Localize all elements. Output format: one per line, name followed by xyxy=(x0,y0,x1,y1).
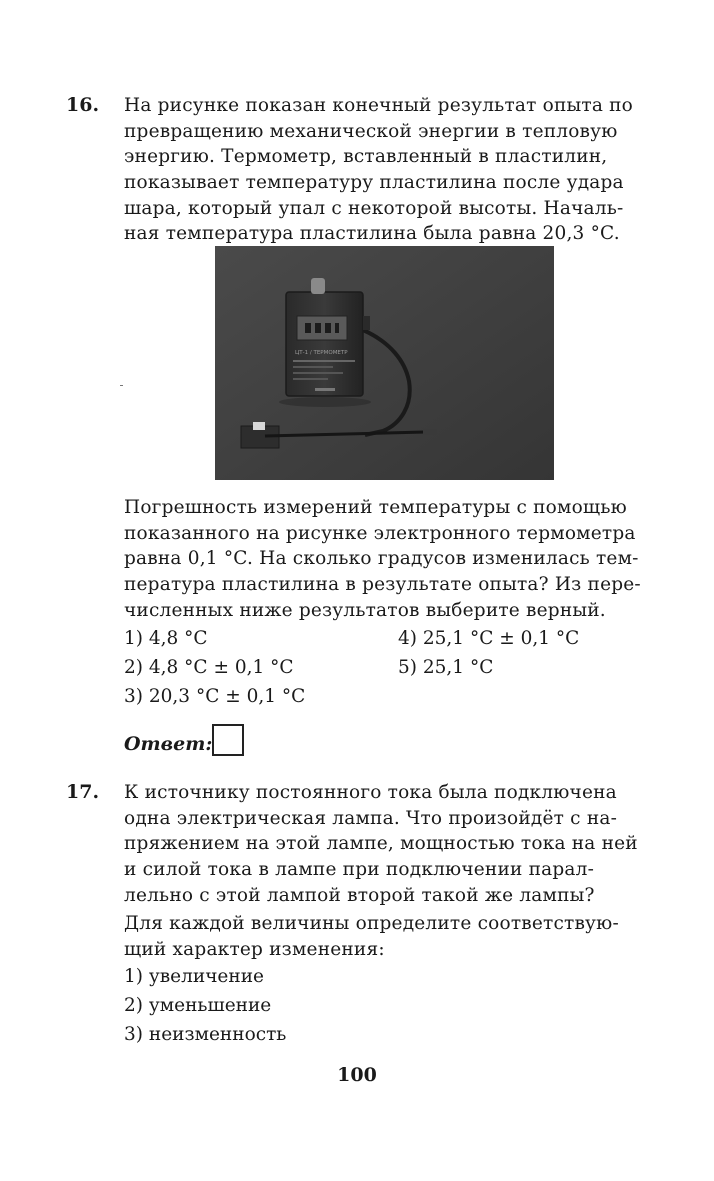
option-2: 2) 4,8 °C ± 0,1 °C xyxy=(124,657,294,678)
option-5: 5) 25,1 °C xyxy=(398,657,494,678)
q16-intro-line: На рисунке показан конечный результат опыта по xyxy=(124,95,634,116)
q16-question-line: пература пластилина в результате опыта? Из пере- xyxy=(124,574,641,596)
thermometer-display xyxy=(297,316,347,340)
q17-line: и силой тока в лампе при подключении парал- xyxy=(124,859,595,881)
thermometer-photo xyxy=(215,246,554,480)
q16-intro-line: шара, который упал с некоторой высоты. Началь- xyxy=(124,197,624,219)
q16-question-line: равна 0,1 °C. На сколько градусов изменилась тем- xyxy=(124,548,639,570)
q16-question-line: показанного на рисунке электронного термометра xyxy=(124,522,636,544)
probe-handle xyxy=(423,429,437,435)
question-16-number: 16. xyxy=(66,94,100,116)
q17-line: К источнику постоянного тока была подключена xyxy=(124,782,617,803)
side-connector xyxy=(363,316,370,330)
q17-line: пряжением на этой лампе, мощностью тока на ней xyxy=(124,833,638,855)
plasticine-top xyxy=(253,422,265,430)
question-17-number: 17. xyxy=(66,781,100,803)
q16-question-line: численных ниже результатов выберите верный. xyxy=(124,599,606,621)
choice-3: 3) неизменность xyxy=(124,1024,287,1045)
page-number: 100 xyxy=(337,1064,377,1086)
q17-line: одна электрическая лампа. Что произойдёт с на- xyxy=(124,807,618,829)
q16-intro-line: показывает температуру пластилина после удара xyxy=(124,172,624,194)
option-3: 3) 20,3 °C ± 0,1 °C xyxy=(124,686,306,707)
q16-question-line: Погрешность измерений температуры с помощью xyxy=(124,497,627,518)
option-4: 4) 25,1 °C ± 0,1 °C xyxy=(398,628,580,649)
q16-intro-line: ная температура пластилина была равна 20,3 °C. xyxy=(124,223,620,245)
print-speck xyxy=(120,385,123,386)
answer-label: Ответ: xyxy=(124,733,213,755)
device-label: ЦТ-1 / ТЕРМОМЕТР xyxy=(295,350,348,356)
q17-instruction-line: щий характер изменения: xyxy=(124,938,385,960)
choice-1: 1) увеличение xyxy=(124,966,264,987)
answer-box[interactable] xyxy=(212,724,244,756)
question-17-instruction xyxy=(124,911,644,962)
q16-intro-line: энергию. Термометр, вставленный в пластилин, xyxy=(124,146,608,168)
question-16-intro xyxy=(124,93,644,247)
q16-intro-line: превращению механической энергии в тепловую xyxy=(124,120,618,142)
question-16-body xyxy=(124,495,644,623)
choice-2: 2) уменьшение xyxy=(124,995,272,1016)
thermometer-illustration xyxy=(215,246,554,480)
top-knob xyxy=(311,278,325,294)
q17-line: лельно с этой лампой второй такой же лампы? xyxy=(124,884,595,906)
q17-instruction-line: Для каждой величины определите соответствую- xyxy=(124,913,619,934)
thermometer-body xyxy=(286,292,363,396)
question-17-body xyxy=(124,780,644,908)
option-1: 1) 4,8 °C xyxy=(124,628,208,649)
